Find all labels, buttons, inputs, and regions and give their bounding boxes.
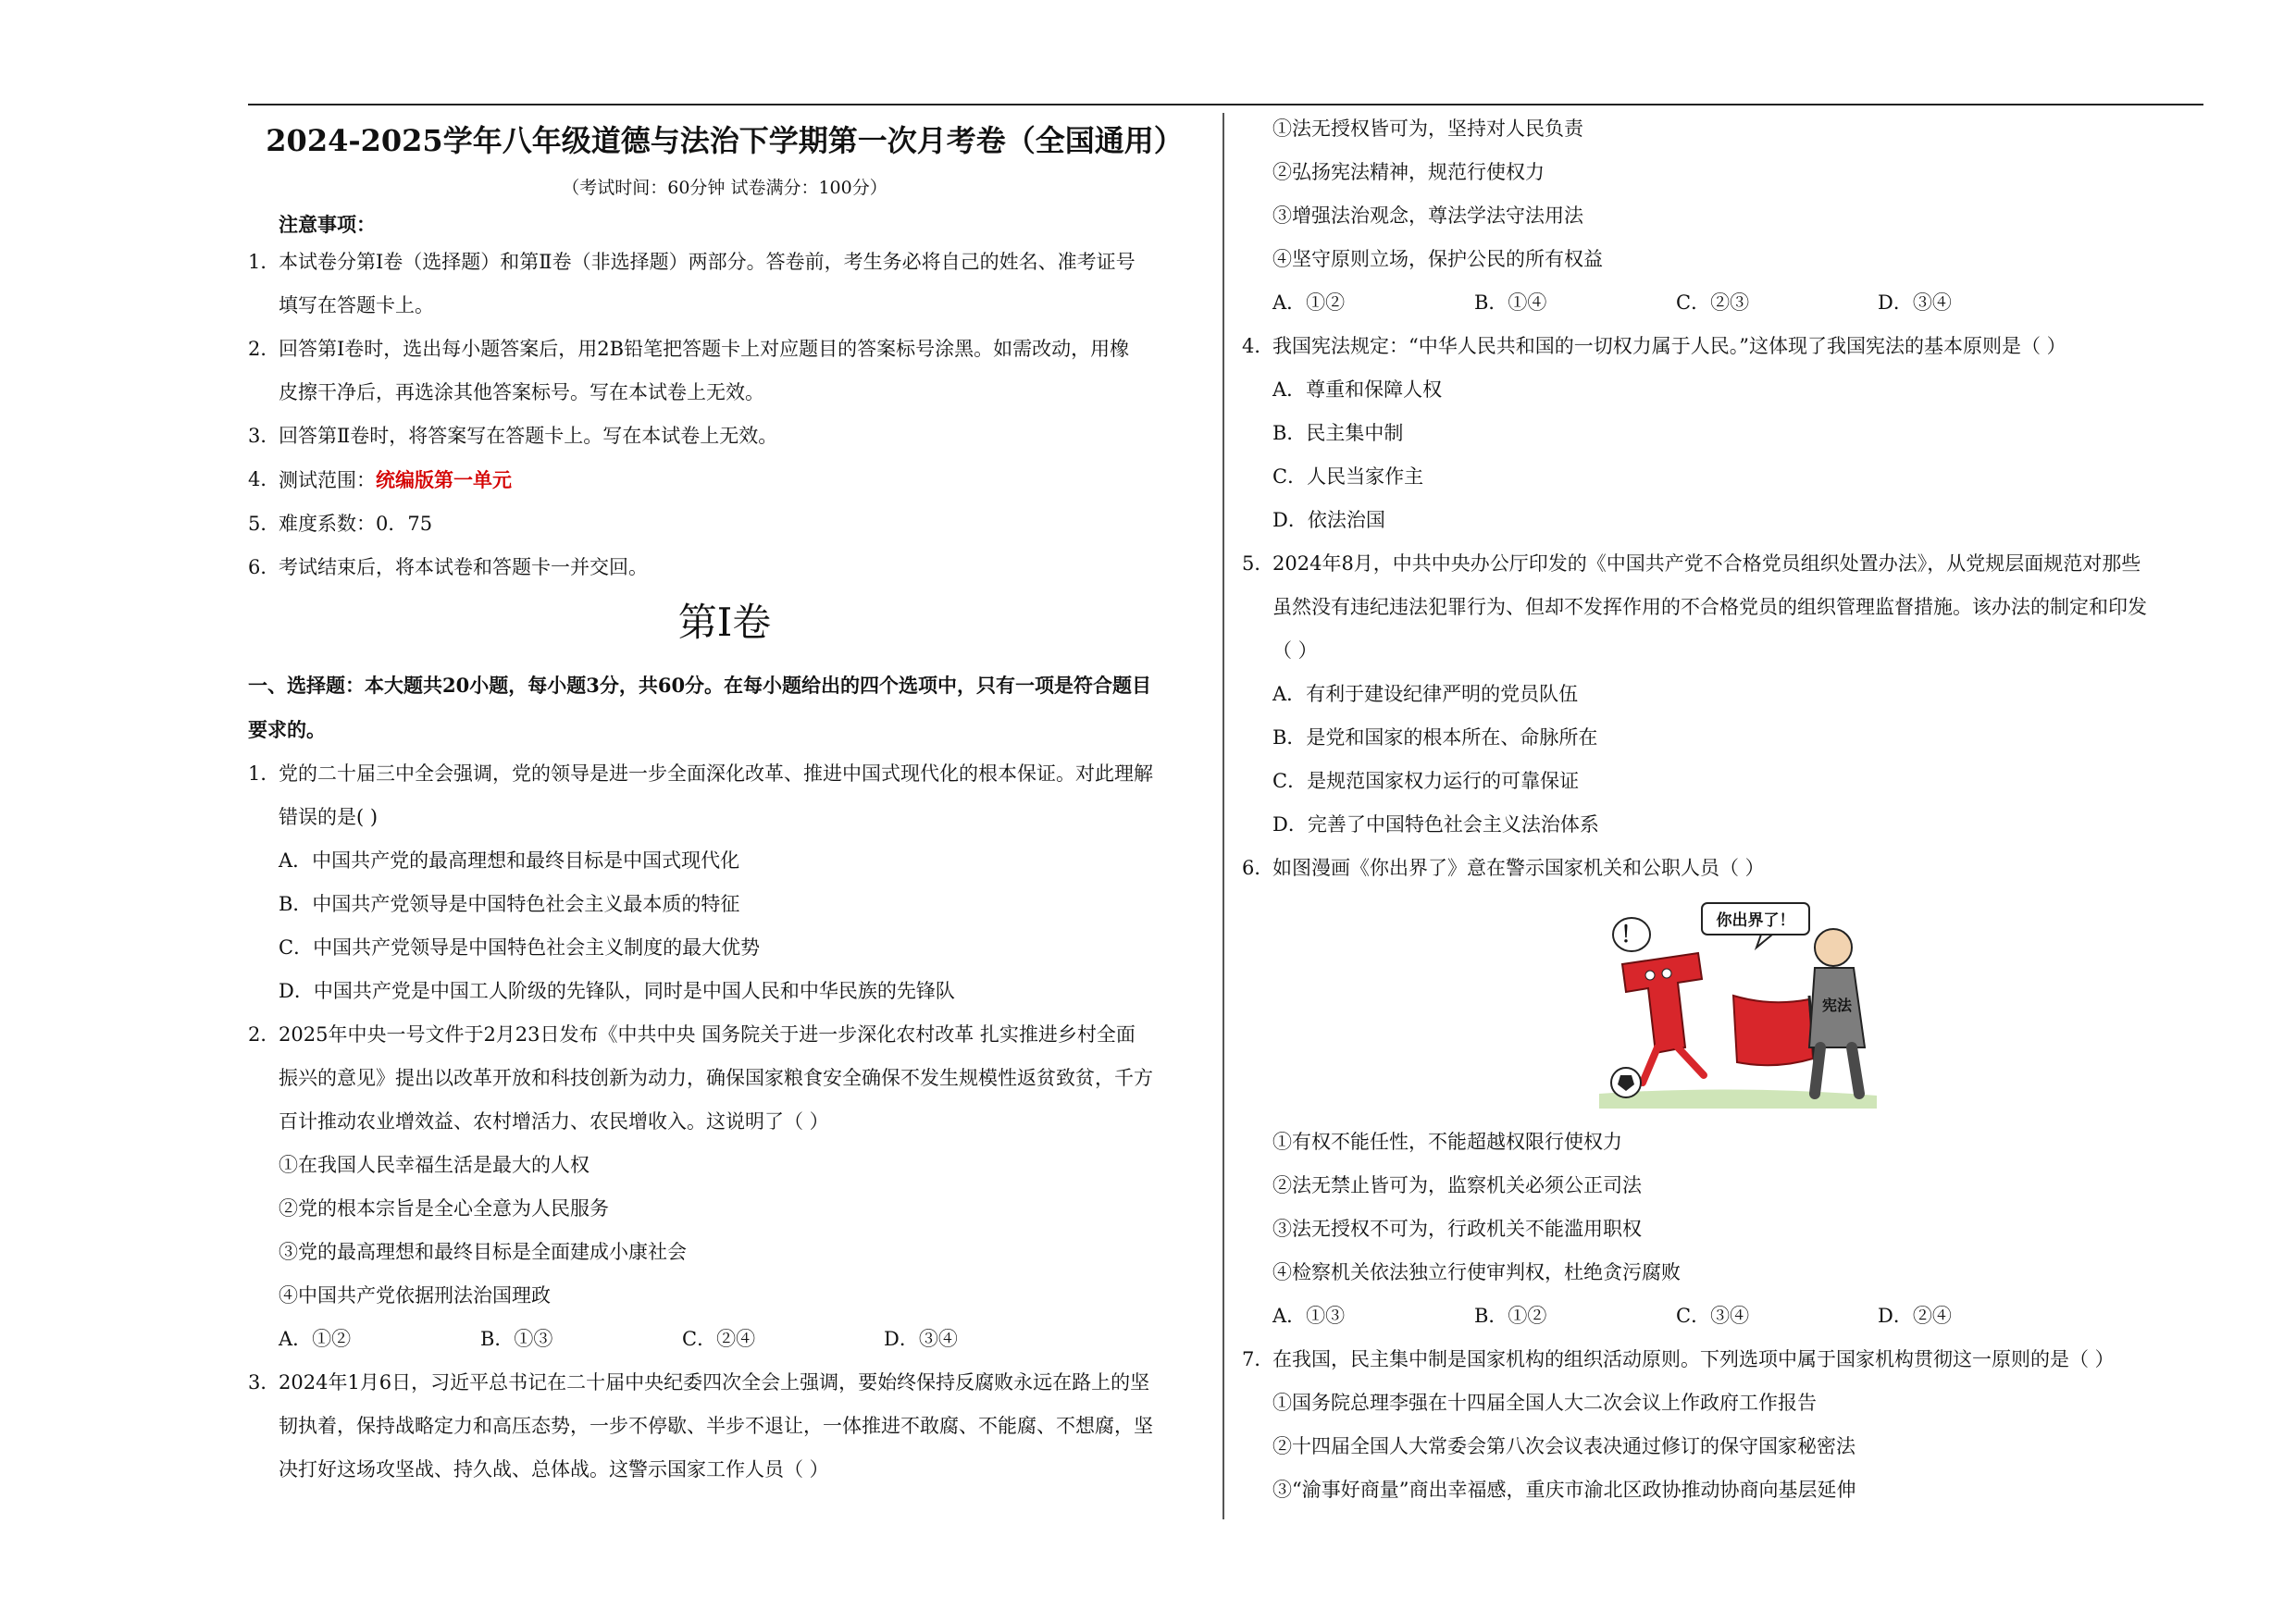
section-title: 第Ⅰ卷 — [677, 600, 772, 645]
notice-item-3: 3． 回答第Ⅱ卷时，将答案写在答题卡上。写在本试卷上无效。 — [248, 425, 778, 447]
question-7: 7． 在我国，民主集中制是国家机构的组织活动原则。下列选项中属于国家机构贯彻这一原则的是（ ） ①国务院总理李强在十四届全国人大二次会议上作政府工作报告 ②十四届全国人大常委会第八次会议表决通过修订的保守国家秘密法 ③“渝事好商量”商出幸福感，重庆市渝北区政协推动协商向基层延伸 — [1242, 1338, 2204, 1512]
q6-choices — [1242, 1295, 2204, 1338]
notice-item-2: 2． 回答第Ⅰ卷时，选出每小题答案后，用2B铅笔把答题卡上对应题目的答案标号涂黑。如需改动，用橡 皮擦干净后，再选涂其他答案标号。写在本试卷上无效。 — [248, 338, 1130, 403]
q4-option-b: B．民主集中制 — [1272, 422, 1404, 444]
notice-heading: 注意事项： — [279, 213, 376, 236]
q2-statement-3: ③党的最高理想和最终目标是全面建成小康社会 — [279, 1241, 687, 1263]
q6-choice-d: D．②④ — [1878, 1305, 1952, 1327]
q4-option-a: A．尊重和保障人权 — [1272, 378, 1443, 401]
q2-choice-d: D．③④ — [884, 1328, 958, 1350]
question-3: 3． 2024年1月6日，习近平总书记在二十届中央纪委四次全会上强调，要始终保持反腐败永远在路上的坚 韧执着，保持战略定力和高压态势，一步不停歇、半步不退让，一体推进不敢腐、不能腐、不想腐，坚 决打好这场攻坚战、持久战、总体战。这警示国家工作人员（ ） — [248, 1371, 1153, 1481]
q5-option-c: C．是规范国家权力运行的可靠保证 — [1272, 770, 1580, 792]
q2-statement-1: ①在我国人民幸福生活是最大的人权 — [279, 1154, 590, 1176]
question-4: 4． 我国宪法规定：“中华人民共和国的一切权力属于人民。”这体现了我国宪法的基本原则是（ ） A．尊重和保障人权 B．民主集中制 C．人民当家作主 D．依法治国 — [1242, 325, 2204, 542]
q1-option-c: C．中国共产党领导是中国特色社会主义制度的最大优势 — [279, 936, 761, 959]
question-6: 6． 如图漫画《你出界了》意在警示国家机关和公职人员（ ） 你出界了！ ！ 宪法 ①有权不能任性，不能超越权限行使权力 ②法无禁止皆可为，监察机关必须公正司法 ③法无授权不可为，行政机关不能滥用职权 ④检察机关依法独立行使审判权，杜绝贪污腐败 A．①③ B．①② C．③④ D．②④ — [1242, 847, 2204, 1338]
exam-subtitle: （考试时间：60分钟 试卷满分：100分） — [562, 178, 887, 198]
red-flag — [1733, 996, 1815, 1065]
section-heading: 一、选择题：本大题共20小题，每小题3分，共60分。在每小题给出的四个选项中，只有一项是符合题目 — [248, 674, 1152, 697]
q5-option-b: B．是党和国家的根本所在、命脉所在 — [1272, 726, 1598, 749]
exam-title: 2024-2025学年八年级道德与法治下学期第一次月考卷（全国通用） — [266, 123, 1184, 158]
q3-choice-c: C．②③ — [1676, 291, 1750, 314]
football-icon — [1611, 1068, 1641, 1097]
q3-statement-2: ②弘扬宪法精神，规范行使权力 — [1272, 161, 1545, 183]
q7-statement-2: ②十四届全国人大常委会第八次会议表决通过修订的保守国家秘密法 — [1272, 1435, 1855, 1457]
q3-choice-a: A．①② — [1272, 291, 1346, 314]
q3-choice-d: D．③④ — [1878, 291, 1952, 314]
q3-statement-3: ③增强法治观念，尊法学法守法用法 — [1272, 204, 1583, 227]
q6-statement-2: ②法无禁止皆可为，监察机关必须公正司法 — [1272, 1174, 1642, 1196]
exclamation-bubble — [1613, 918, 1650, 951]
question-3-continued — [1242, 107, 2204, 325]
q7-statement-3: ③“渝事好商量”商出幸福感，重庆市渝北区政协推动协商向基层延伸 — [1272, 1479, 1856, 1501]
q2-choice-a: A．①② — [279, 1328, 352, 1350]
q1-option-a: A．中国共产党的最高理想和最终目标是中国式现代化 — [279, 849, 740, 872]
right-column — [1242, 109, 2204, 1512]
question-1: 1． 党的二十届三中全会强调，党的领导是进一步全面深化改革、推进中国式现代化的根本保证。对此理解 错误的是( ) A．中国共产党的最高理想和最终目标是中国式现代化 B．中国共产党领导是中国特色社会主义最本质的特征 C．中国共产党领导是中国特色社会主义制度的最大优势 D．中国共产党是中国工人阶级的先锋队，同时是中国人民和中华民族的先锋队 — [248, 752, 1201, 1013]
speech-bubble-text: 你出界了！ — [1716, 911, 1795, 930]
q2-choice-c: C．②④ — [682, 1328, 756, 1350]
q5-option-d: D．完善了中国特色社会主义法治体系 — [1272, 813, 1599, 836]
q4-option-c: C．人民当家作主 — [1272, 465, 1424, 488]
cartoon-illustration — [1595, 899, 1881, 1109]
top-rule — [248, 104, 2203, 105]
question-2: 2． 2025年中央一号文件于2月23日发布《中共中央 国务院关于进一步深化农村改革 扎实推进乡村全面 振兴的意见》提出以改革开放和科技创新为动力，确保国家粮食安全确保不发生规模性返贫致贫，千方 百计推动农业增效益、农村增活力、农民增收入。这说明了（ ） ①在我国人民幸福生活是最大的人权 ②党的根本宗旨是全心全意为人民服务 ③党的最高理想和最终目标是全面建成小康社会 ④中国共产党依据刑法治国理政 A．①② B．①③ C．②④ D．③④ — [248, 1013, 1201, 1361]
section-heading-cont: 要求的。 — [248, 718, 326, 741]
question-5: 5． 2024年8月，中共中央办公厅印发的《中国共产党不合格党员组织处置办法》，从党规层面规范对那些 虽然没有违纪违法犯罪行为、但却不发挥作用的不合格党员的组织管理监督措施。该办法的制定和印发 （ ） A．有利于建设纪律严明的党员队伍 B．是党和国家的根本所在、命脉所在 C．是规范国家权力运行的可靠保证 D．完善了中国特色社会主义法治体系 — [1242, 542, 2204, 847]
q7-statement-1: ①国务院总理李强在十四届全国人大二次会议上作政府工作报告 — [1272, 1392, 1817, 1414]
q4-option-d: D．依法治国 — [1272, 509, 1385, 531]
left-column — [248, 109, 1201, 1492]
notice-item-5: 5． 难度系数：0．75 — [248, 513, 433, 535]
q3-statement-4: ④坚守原则立场，保护公民的所有权益 — [1272, 248, 1603, 270]
q2-choice-b: B．①③ — [480, 1328, 553, 1350]
notice-item-6: 6． 考试结束后，将本试卷和答题卡一并交回。 — [248, 556, 648, 578]
q1-option-b: B．中国共产党领导是中国特色社会主义最本质的特征 — [279, 893, 740, 915]
q5-option-a: A．有利于建设纪律严明的党员队伍 — [1272, 683, 1579, 705]
q3-choices — [1242, 281, 2204, 325]
q6-choice-c: C．③④ — [1676, 1305, 1750, 1327]
q6-statement-3: ③法无授权不可为，行政机关不能滥用职权 — [1272, 1218, 1642, 1240]
notice-item-1: 1． 本试卷分第Ⅰ卷（选择题）和第Ⅱ卷（非选择题）两部分。答卷前，考生务必将自己的姓名、准考证号 填写在答题卡上。 — [248, 251, 1136, 316]
q1-option-d: D．中国共产党是中国工人阶级的先锋队，同时是中国人民和中华民族的先锋队 — [279, 980, 955, 1002]
q2-statement-4: ④中国共产党依据刑法治国理政 — [279, 1284, 551, 1307]
q3-choice-b: B．①④ — [1474, 291, 1547, 314]
test-scope-highlight: 统编版第一单元 — [376, 468, 512, 491]
q6-choice-a: A．①③ — [1272, 1305, 1346, 1327]
q2-choices — [248, 1318, 1201, 1361]
column-divider — [1222, 113, 1224, 1519]
q6-statement-1: ①有权不能任性，不能超越权限行使权力 — [1272, 1131, 1622, 1153]
q3-statement-1: ①法无授权皆可为，坚持对人民负责 — [1272, 118, 1583, 140]
exclamation-mark: ！ — [1620, 922, 1643, 948]
notice-item-4: 4． 测试范围：统编版第一单元 — [248, 468, 512, 491]
referee-sign-text: 宪法 — [1821, 997, 1853, 1014]
q2-statement-2: ②党的根本宗旨是全心全意为人民服务 — [279, 1197, 609, 1220]
q6-statement-4: ④检察机关依法独立行使审判权，杜绝贪污腐败 — [1272, 1261, 1681, 1283]
q6-choice-b: B．①② — [1474, 1305, 1547, 1327]
